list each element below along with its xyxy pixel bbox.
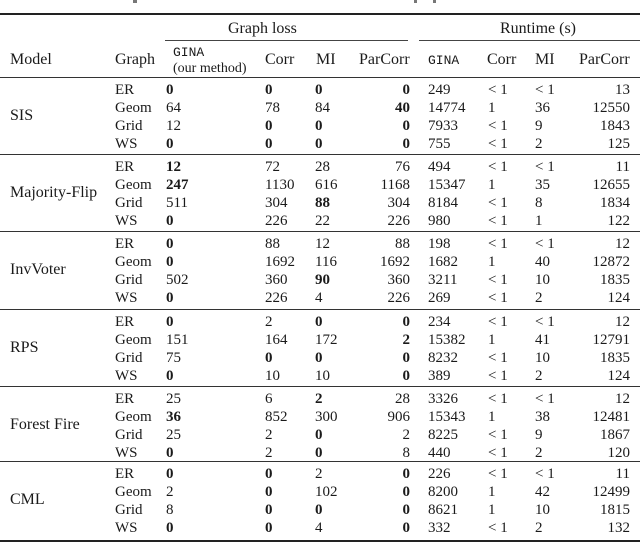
loss-mi-cell: 116 bbox=[315, 254, 337, 270]
runtime-gina-cell: 332 bbox=[428, 520, 451, 536]
loss-mi-cell: 88 bbox=[315, 195, 330, 211]
loss-mi-cell: 12 bbox=[315, 236, 330, 252]
graph-cell: Grid bbox=[115, 195, 143, 211]
runtime-mi-cell: 2 bbox=[535, 290, 543, 306]
top-rule bbox=[0, 13, 640, 15]
loss-mi-cell: 0 bbox=[315, 118, 323, 134]
loss-corr-cell: 2 bbox=[265, 427, 273, 443]
header-loss-corr: Corr bbox=[265, 51, 295, 68]
cmidrule-runtime bbox=[419, 40, 640, 41]
runtime-mi-cell: 10 bbox=[535, 502, 550, 518]
runtime-corr-cell: < 1 bbox=[488, 272, 508, 288]
table-row bbox=[0, 254, 640, 272]
loss-parcorr-cell: 0 bbox=[402, 314, 410, 330]
runtime-gina-cell: 15343 bbox=[428, 409, 466, 425]
runtime-gina-cell: 14774 bbox=[428, 100, 466, 116]
graph-cell: Grid bbox=[115, 118, 143, 134]
model-name: InvVoter bbox=[10, 261, 66, 278]
runtime-corr-cell: 1 bbox=[488, 409, 496, 425]
graph-cell: ER bbox=[115, 236, 135, 252]
header-model: Model bbox=[10, 51, 52, 68]
loss-parcorr-cell: 906 bbox=[387, 409, 410, 425]
loss-gina-cell: 25 bbox=[166, 391, 181, 407]
table-row bbox=[0, 502, 640, 520]
loss-gina-cell: 12 bbox=[166, 118, 181, 134]
graph-cell: Grid bbox=[115, 502, 143, 518]
caption-remnant bbox=[433, 0, 436, 3]
group-rule bbox=[0, 386, 640, 387]
runtime-corr-cell: 1 bbox=[488, 332, 496, 348]
loss-parcorr-cell: 2 bbox=[402, 332, 410, 348]
table-row bbox=[0, 368, 640, 386]
loss-gina-cell: 0 bbox=[166, 136, 174, 152]
loss-mi-cell: 616 bbox=[315, 177, 338, 193]
runtime-parcorr-cell: 12 bbox=[615, 314, 630, 330]
loss-parcorr-cell: 0 bbox=[402, 118, 410, 134]
runtime-gina-cell: 440 bbox=[428, 445, 451, 461]
loss-corr-cell: 0 bbox=[265, 82, 273, 98]
loss-parcorr-cell: 1168 bbox=[380, 177, 410, 193]
loss-corr-cell: 6 bbox=[265, 391, 273, 407]
runtime-parcorr-cell: 1835 bbox=[600, 350, 630, 366]
runtime-gina-cell: 8225 bbox=[428, 427, 458, 443]
loss-gina-cell: 25 bbox=[166, 427, 181, 443]
graph-cell: WS bbox=[115, 368, 138, 384]
runtime-mi-cell: 10 bbox=[535, 272, 550, 288]
loss-parcorr-cell: 8 bbox=[402, 445, 410, 461]
runtime-parcorr-cell: 1835 bbox=[600, 272, 630, 288]
group-rule bbox=[0, 461, 640, 462]
runtime-mi-cell: 2 bbox=[535, 520, 543, 536]
graph-cell: ER bbox=[115, 391, 135, 407]
loss-parcorr-cell: 2 bbox=[402, 427, 410, 443]
graph-cell: ER bbox=[115, 159, 135, 175]
loss-gina-cell: 511 bbox=[166, 195, 188, 211]
table-row bbox=[0, 427, 640, 445]
loss-parcorr-cell: 0 bbox=[402, 520, 410, 536]
runtime-mi-cell: < 1 bbox=[535, 391, 555, 407]
loss-parcorr-cell: 360 bbox=[387, 272, 410, 288]
model-name: Majority-Flip bbox=[10, 184, 98, 201]
model-group bbox=[0, 233, 640, 310]
loss-mi-cell: 2 bbox=[315, 391, 323, 407]
table-row bbox=[0, 520, 640, 538]
runtime-corr-cell: 1 bbox=[488, 502, 496, 518]
loss-gina-cell: 75 bbox=[166, 350, 181, 366]
table-row bbox=[0, 136, 640, 154]
loss-parcorr-cell: 304 bbox=[387, 195, 410, 211]
runtime-corr-cell: < 1 bbox=[488, 159, 508, 175]
loss-gina-cell: 0 bbox=[166, 290, 174, 306]
loss-gina-cell: 0 bbox=[166, 213, 174, 229]
model-group bbox=[0, 311, 640, 388]
loss-gina-cell: 0 bbox=[166, 466, 174, 482]
loss-corr-cell: 304 bbox=[265, 195, 288, 211]
runtime-parcorr-cell: 1867 bbox=[600, 427, 630, 443]
runtime-gina-cell: 226 bbox=[428, 466, 451, 482]
cmidrule-graph-loss bbox=[165, 40, 408, 41]
runtime-gina-cell: 269 bbox=[428, 290, 451, 306]
table-row bbox=[0, 409, 640, 427]
runtime-mi-cell: 2 bbox=[535, 136, 543, 152]
runtime-parcorr-cell: 13 bbox=[615, 82, 630, 98]
table-row bbox=[0, 118, 640, 136]
runtime-corr-cell: < 1 bbox=[488, 213, 508, 229]
runtime-corr-cell: < 1 bbox=[488, 391, 508, 407]
loss-corr-cell: 0 bbox=[265, 466, 273, 482]
runtime-mi-cell: 9 bbox=[535, 427, 543, 443]
loss-mi-cell: 0 bbox=[315, 445, 323, 461]
loss-corr-cell: 10 bbox=[265, 368, 280, 384]
runtime-corr-cell: < 1 bbox=[488, 314, 508, 330]
model-group bbox=[0, 156, 640, 233]
runtime-corr-cell: < 1 bbox=[488, 290, 508, 306]
header-loss-gina-sub: (our method) bbox=[173, 61, 247, 76]
loss-mi-cell: 4 bbox=[315, 520, 323, 536]
loss-corr-cell: 0 bbox=[265, 520, 273, 536]
graph-cell: WS bbox=[115, 136, 138, 152]
loss-parcorr-cell: 226 bbox=[387, 290, 410, 306]
header-rt-mi: MI bbox=[535, 51, 555, 68]
loss-mi-cell: 102 bbox=[315, 484, 338, 500]
runtime-parcorr-cell: 12872 bbox=[592, 254, 630, 270]
graph-cell: WS bbox=[115, 520, 138, 536]
header-graph: Graph bbox=[115, 51, 155, 68]
loss-parcorr-cell: 28 bbox=[395, 391, 410, 407]
loss-corr-cell: 360 bbox=[265, 272, 288, 288]
loss-gina-cell: 0 bbox=[166, 520, 174, 536]
runtime-mi-cell: 2 bbox=[535, 445, 543, 461]
header-graph-loss: Graph loss bbox=[228, 20, 297, 37]
graph-cell: WS bbox=[115, 290, 138, 306]
runtime-corr-cell: 1 bbox=[488, 484, 496, 500]
table-row bbox=[0, 272, 640, 290]
loss-parcorr-cell: 0 bbox=[402, 484, 410, 500]
runtime-corr-cell: < 1 bbox=[488, 82, 508, 98]
loss-parcorr-cell: 0 bbox=[402, 466, 410, 482]
loss-mi-cell: 84 bbox=[315, 100, 330, 116]
runtime-gina-cell: 8621 bbox=[428, 502, 458, 518]
loss-gina-cell: 151 bbox=[166, 332, 189, 348]
model-group bbox=[0, 388, 640, 465]
loss-mi-cell: 10 bbox=[315, 368, 330, 384]
runtime-gina-cell: 980 bbox=[428, 213, 451, 229]
runtime-parcorr-cell: 11 bbox=[615, 466, 630, 482]
caption-remnant bbox=[414, 0, 417, 3]
loss-corr-cell: 78 bbox=[265, 100, 280, 116]
runtime-mi-cell: 1 bbox=[535, 213, 543, 229]
runtime-gina-cell: 7933 bbox=[428, 118, 458, 134]
runtime-gina-cell: 3326 bbox=[428, 391, 458, 407]
runtime-gina-cell: 389 bbox=[428, 368, 451, 384]
graph-cell: Grid bbox=[115, 427, 143, 443]
runtime-corr-cell: < 1 bbox=[488, 427, 508, 443]
loss-corr-cell: 72 bbox=[265, 159, 280, 175]
runtime-gina-cell: 755 bbox=[428, 136, 451, 152]
model-group bbox=[0, 463, 640, 540]
runtime-gina-cell: 249 bbox=[428, 82, 451, 98]
loss-corr-cell: 0 bbox=[265, 484, 273, 500]
graph-cell: ER bbox=[115, 82, 135, 98]
loss-parcorr-cell: 0 bbox=[402, 350, 410, 366]
loss-parcorr-cell: 226 bbox=[387, 213, 410, 229]
graph-cell: Geom bbox=[115, 409, 152, 425]
runtime-parcorr-cell: 12 bbox=[615, 391, 630, 407]
graph-cell: ER bbox=[115, 466, 135, 482]
loss-parcorr-cell: 76 bbox=[395, 159, 410, 175]
runtime-parcorr-cell: 11 bbox=[615, 159, 630, 175]
runtime-parcorr-cell: 1843 bbox=[600, 118, 630, 134]
bottom-rule bbox=[0, 540, 640, 542]
runtime-corr-cell: 1 bbox=[488, 177, 496, 193]
loss-mi-cell: 0 bbox=[315, 314, 323, 330]
table-row bbox=[0, 466, 640, 484]
runtime-mi-cell: 8 bbox=[535, 195, 543, 211]
runtime-mi-cell: 42 bbox=[535, 484, 550, 500]
loss-mi-cell: 22 bbox=[315, 213, 330, 229]
runtime-parcorr-cell: 12 bbox=[615, 236, 630, 252]
runtime-mi-cell: 40 bbox=[535, 254, 550, 270]
loss-mi-cell: 0 bbox=[315, 82, 323, 98]
loss-mi-cell: 0 bbox=[315, 427, 323, 443]
graph-cell: WS bbox=[115, 445, 138, 461]
loss-corr-cell: 1130 bbox=[265, 177, 295, 193]
loss-corr-cell: 226 bbox=[265, 290, 288, 306]
loss-mi-cell: 90 bbox=[315, 272, 330, 288]
runtime-parcorr-cell: 12791 bbox=[592, 332, 630, 348]
model-name: SIS bbox=[10, 107, 34, 124]
runtime-mi-cell: 2 bbox=[535, 368, 543, 384]
loss-gina-cell: 0 bbox=[166, 445, 174, 461]
header-loss-gina: GINA bbox=[173, 45, 205, 60]
loss-corr-cell: 0 bbox=[265, 136, 273, 152]
loss-mi-cell: 0 bbox=[315, 502, 323, 518]
loss-corr-cell: 0 bbox=[265, 118, 273, 134]
loss-parcorr-cell: 40 bbox=[395, 100, 410, 116]
runtime-corr-cell: < 1 bbox=[488, 466, 508, 482]
runtime-corr-cell: 1 bbox=[488, 100, 496, 116]
loss-corr-cell: 0 bbox=[265, 350, 273, 366]
header-rule bbox=[0, 77, 640, 78]
runtime-mi-cell: < 1 bbox=[535, 82, 555, 98]
runtime-gina-cell: 8200 bbox=[428, 484, 458, 500]
runtime-gina-cell: 3211 bbox=[428, 272, 458, 288]
table-row bbox=[0, 391, 640, 409]
loss-gina-cell: 0 bbox=[166, 254, 174, 270]
loss-gina-cell: 36 bbox=[166, 409, 181, 425]
runtime-gina-cell: 198 bbox=[428, 236, 451, 252]
table-row bbox=[0, 100, 640, 118]
runtime-parcorr-cell: 12481 bbox=[592, 409, 630, 425]
runtime-parcorr-cell: 124 bbox=[607, 290, 630, 306]
table-row bbox=[0, 332, 640, 350]
table-row bbox=[0, 159, 640, 177]
runtime-mi-cell: 10 bbox=[535, 350, 550, 366]
loss-parcorr-cell: 0 bbox=[402, 368, 410, 384]
runtime-mi-cell: < 1 bbox=[535, 159, 555, 175]
header-loss-mi: MI bbox=[316, 51, 336, 68]
runtime-corr-cell: < 1 bbox=[488, 350, 508, 366]
graph-cell: Geom bbox=[115, 254, 152, 270]
table-row bbox=[0, 195, 640, 213]
graph-cell: Grid bbox=[115, 272, 143, 288]
table-row bbox=[0, 213, 640, 231]
runtime-gina-cell: 8232 bbox=[428, 350, 458, 366]
runtime-corr-cell: < 1 bbox=[488, 368, 508, 384]
runtime-parcorr-cell: 124 bbox=[607, 368, 630, 384]
group-rule bbox=[0, 309, 640, 310]
loss-parcorr-cell: 0 bbox=[402, 502, 410, 518]
loss-gina-cell: 12 bbox=[166, 159, 181, 175]
model-group bbox=[0, 79, 640, 156]
graph-cell: Geom bbox=[115, 177, 152, 193]
loss-mi-cell: 0 bbox=[315, 136, 323, 152]
group-rule bbox=[0, 231, 640, 232]
graph-cell: Grid bbox=[115, 350, 143, 366]
runtime-corr-cell: < 1 bbox=[488, 136, 508, 152]
loss-corr-cell: 2 bbox=[265, 314, 273, 330]
loss-gina-cell: 64 bbox=[166, 100, 181, 116]
runtime-mi-cell: < 1 bbox=[535, 466, 555, 482]
graph-cell: Geom bbox=[115, 332, 152, 348]
runtime-mi-cell: < 1 bbox=[535, 236, 555, 252]
loss-gina-cell: 502 bbox=[166, 272, 189, 288]
loss-mi-cell: 172 bbox=[315, 332, 338, 348]
loss-gina-cell: 0 bbox=[166, 368, 174, 384]
runtime-mi-cell: 38 bbox=[535, 409, 550, 425]
runtime-gina-cell: 15382 bbox=[428, 332, 466, 348]
runtime-mi-cell: 9 bbox=[535, 118, 543, 134]
loss-gina-cell: 2 bbox=[166, 484, 174, 500]
loss-parcorr-cell: 88 bbox=[395, 236, 410, 252]
runtime-gina-cell: 1682 bbox=[428, 254, 458, 270]
header-rt-parcorr: ParCorr bbox=[579, 51, 630, 68]
graph-cell: ER bbox=[115, 314, 135, 330]
loss-gina-cell: 8 bbox=[166, 502, 174, 518]
loss-parcorr-cell: 0 bbox=[402, 136, 410, 152]
runtime-parcorr-cell: 120 bbox=[607, 445, 630, 461]
loss-corr-cell: 226 bbox=[265, 213, 288, 229]
header-rt-corr: Corr bbox=[487, 51, 517, 68]
loss-gina-cell: 0 bbox=[166, 314, 174, 330]
runtime-corr-cell: 1 bbox=[488, 254, 496, 270]
runtime-mi-cell: 35 bbox=[535, 177, 550, 193]
loss-corr-cell: 2 bbox=[265, 445, 273, 461]
loss-corr-cell: 0 bbox=[265, 502, 273, 518]
runtime-parcorr-cell: 12550 bbox=[592, 100, 630, 116]
model-name: Forest Fire bbox=[10, 416, 80, 433]
runtime-mi-cell: < 1 bbox=[535, 314, 555, 330]
runtime-mi-cell: 41 bbox=[535, 332, 550, 348]
caption-remnant bbox=[133, 0, 137, 3]
loss-mi-cell: 28 bbox=[315, 159, 330, 175]
table-row bbox=[0, 350, 640, 368]
loss-gina-cell: 0 bbox=[166, 82, 174, 98]
runtime-gina-cell: 8184 bbox=[428, 195, 458, 211]
loss-mi-cell: 2 bbox=[315, 466, 323, 482]
graph-cell: Geom bbox=[115, 484, 152, 500]
runtime-parcorr-cell: 132 bbox=[607, 520, 630, 536]
loss-mi-cell: 0 bbox=[315, 350, 323, 366]
runtime-corr-cell: < 1 bbox=[488, 236, 508, 252]
runtime-gina-cell: 15347 bbox=[428, 177, 466, 193]
table-row bbox=[0, 177, 640, 195]
graph-cell: WS bbox=[115, 213, 138, 229]
loss-corr-cell: 164 bbox=[265, 332, 288, 348]
runtime-parcorr-cell: 1815 bbox=[600, 502, 630, 518]
runtime-parcorr-cell: 125 bbox=[607, 136, 630, 152]
table-row bbox=[0, 82, 640, 100]
loss-mi-cell: 4 bbox=[315, 290, 323, 306]
runtime-mi-cell: 36 bbox=[535, 100, 550, 116]
model-name: RPS bbox=[10, 339, 39, 356]
loss-corr-cell: 1692 bbox=[265, 254, 295, 270]
loss-gina-cell: 247 bbox=[166, 177, 189, 193]
runtime-corr-cell: < 1 bbox=[488, 118, 508, 134]
runtime-gina-cell: 494 bbox=[428, 159, 451, 175]
loss-corr-cell: 88 bbox=[265, 236, 280, 252]
runtime-corr-cell: < 1 bbox=[488, 520, 508, 536]
table-row bbox=[0, 484, 640, 502]
runtime-parcorr-cell: 122 bbox=[607, 213, 630, 229]
table-row bbox=[0, 236, 640, 254]
header-rt-gina: GINA bbox=[428, 53, 460, 68]
loss-gina-cell: 0 bbox=[166, 236, 174, 252]
runtime-parcorr-cell: 1834 bbox=[600, 195, 630, 211]
runtime-corr-cell: < 1 bbox=[488, 445, 508, 461]
header-loss-parcorr: ParCorr bbox=[359, 51, 410, 68]
runtime-gina-cell: 234 bbox=[428, 314, 451, 330]
group-rule bbox=[0, 154, 640, 155]
graph-cell: Geom bbox=[115, 100, 152, 116]
loss-corr-cell: 852 bbox=[265, 409, 288, 425]
table-row bbox=[0, 314, 640, 332]
loss-parcorr-cell: 1692 bbox=[380, 254, 410, 270]
table-row bbox=[0, 290, 640, 308]
header-runtime: Runtime (s) bbox=[500, 20, 576, 37]
loss-parcorr-cell: 0 bbox=[402, 82, 410, 98]
runtime-parcorr-cell: 12499 bbox=[592, 484, 630, 500]
model-name: CML bbox=[10, 491, 45, 508]
runtime-corr-cell: < 1 bbox=[488, 195, 508, 211]
runtime-parcorr-cell: 12655 bbox=[592, 177, 630, 193]
loss-mi-cell: 300 bbox=[315, 409, 338, 425]
